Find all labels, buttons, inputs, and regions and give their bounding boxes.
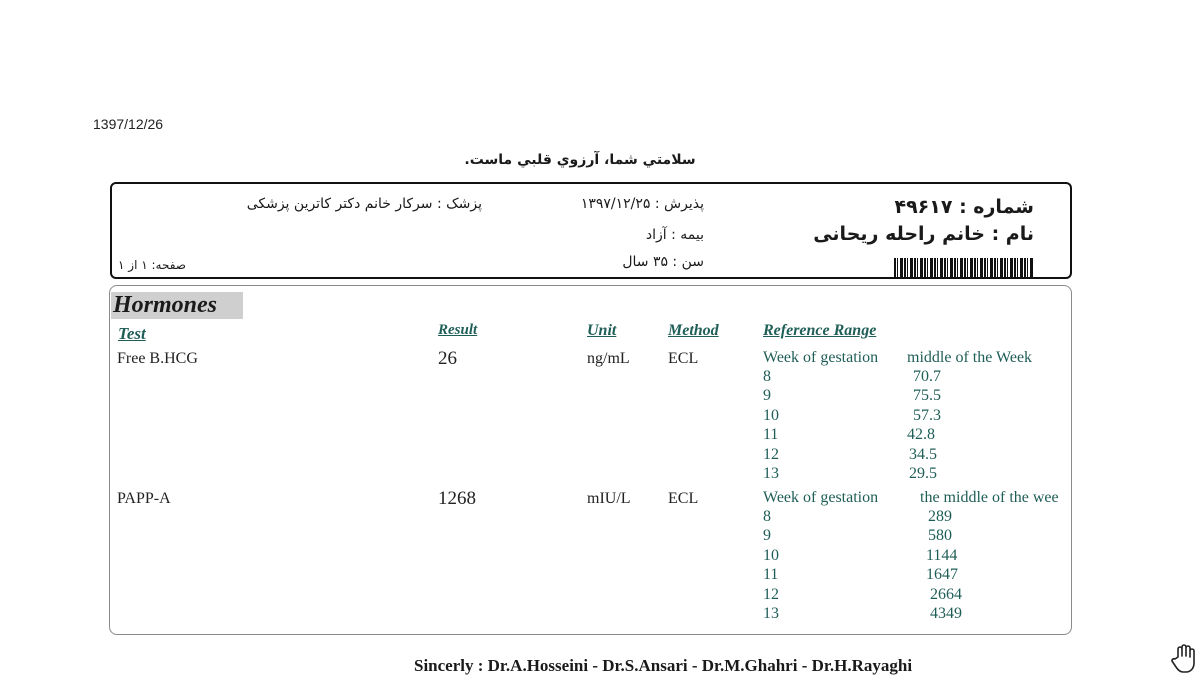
ref-week: 13 xyxy=(763,465,779,482)
ref-week: 11 xyxy=(763,426,779,443)
patient-number: شماره : ۴۹۶۱۷ xyxy=(894,196,1034,218)
ref-week: 9 xyxy=(763,527,771,544)
ref-header-middle: the middle of the wee xyxy=(920,489,1059,506)
ref-value: 289 xyxy=(928,508,952,525)
test-name: PAPP-A xyxy=(117,490,171,507)
barcode xyxy=(894,258,1034,277)
column-header-test: Test xyxy=(118,324,146,343)
column-header-unit: Unit xyxy=(587,322,617,339)
test-result: 26 xyxy=(438,348,457,369)
test-method: ECL xyxy=(668,490,699,507)
patient-name: نام : خانم راحله ریحانی xyxy=(813,223,1034,245)
ref-week: 12 xyxy=(763,446,779,463)
ref-value: 34.5 xyxy=(909,446,937,463)
ref-week: 13 xyxy=(763,605,779,622)
results-section xyxy=(109,285,1072,635)
patient-age: سن : ۳۵ سال xyxy=(622,254,704,270)
hand-cursor-icon[interactable] xyxy=(1170,644,1198,674)
ref-week: 11 xyxy=(763,566,779,583)
test-result: 1268 xyxy=(438,488,476,509)
doctor-name: پزشک : سرکار خانم دکتر کاترین پزشکی xyxy=(246,196,482,212)
ref-header-week: Week of gestation xyxy=(763,349,879,366)
ref-value: 42.8 xyxy=(907,426,935,443)
report-date: 1397/12/26 xyxy=(93,116,164,132)
test-name: Free B.HCG xyxy=(117,350,198,367)
ref-week: 8 xyxy=(763,368,771,385)
test-unit: mIU/L xyxy=(587,490,631,507)
column-header-result: Result xyxy=(438,322,478,338)
ref-header-middle: middle of the Week xyxy=(907,349,1033,366)
test-method: ECL xyxy=(668,350,699,367)
ref-value: 1144 xyxy=(926,547,958,564)
ref-week: 9 xyxy=(763,387,771,404)
column-header-reference: Reference Range xyxy=(763,322,877,339)
ref-week: 8 xyxy=(763,508,771,525)
ref-value: 580 xyxy=(928,527,952,544)
ref-value: 4349 xyxy=(930,605,962,622)
ref-value: 57.3 xyxy=(913,407,941,424)
patient-header xyxy=(110,182,1072,279)
slogan: سلامتي شما، آرزوي قلبي ماست. xyxy=(464,152,696,168)
ref-value: 29.5 xyxy=(909,465,937,482)
page-indicator: صفحه: ۱ از ۱ xyxy=(118,258,186,272)
insurance: بیمه : آزاد xyxy=(645,227,704,243)
ref-value: 70.7 xyxy=(913,368,941,385)
ref-week: 10 xyxy=(763,547,779,564)
column-header-method: Method xyxy=(668,322,719,339)
ref-value: 75.5 xyxy=(913,387,941,404)
ref-value: 1647 xyxy=(926,566,958,583)
signature-line: Sincerly : Dr.A.Hosseini - Dr.S.Ansari - Dr.M.Ghahri - Dr.H.Rayaghi xyxy=(414,656,913,675)
ref-week: 12 xyxy=(763,586,779,603)
ref-value: 2664 xyxy=(930,586,962,603)
reception-date: پذیرش : ۱۳۹۷/۱۲/۲۵ xyxy=(580,196,704,212)
test-unit: ng/mL xyxy=(587,350,630,367)
ref-header-week: Week of gestation xyxy=(763,489,879,506)
ref-week: 10 xyxy=(763,407,779,424)
section-title: Hormones xyxy=(111,292,243,319)
